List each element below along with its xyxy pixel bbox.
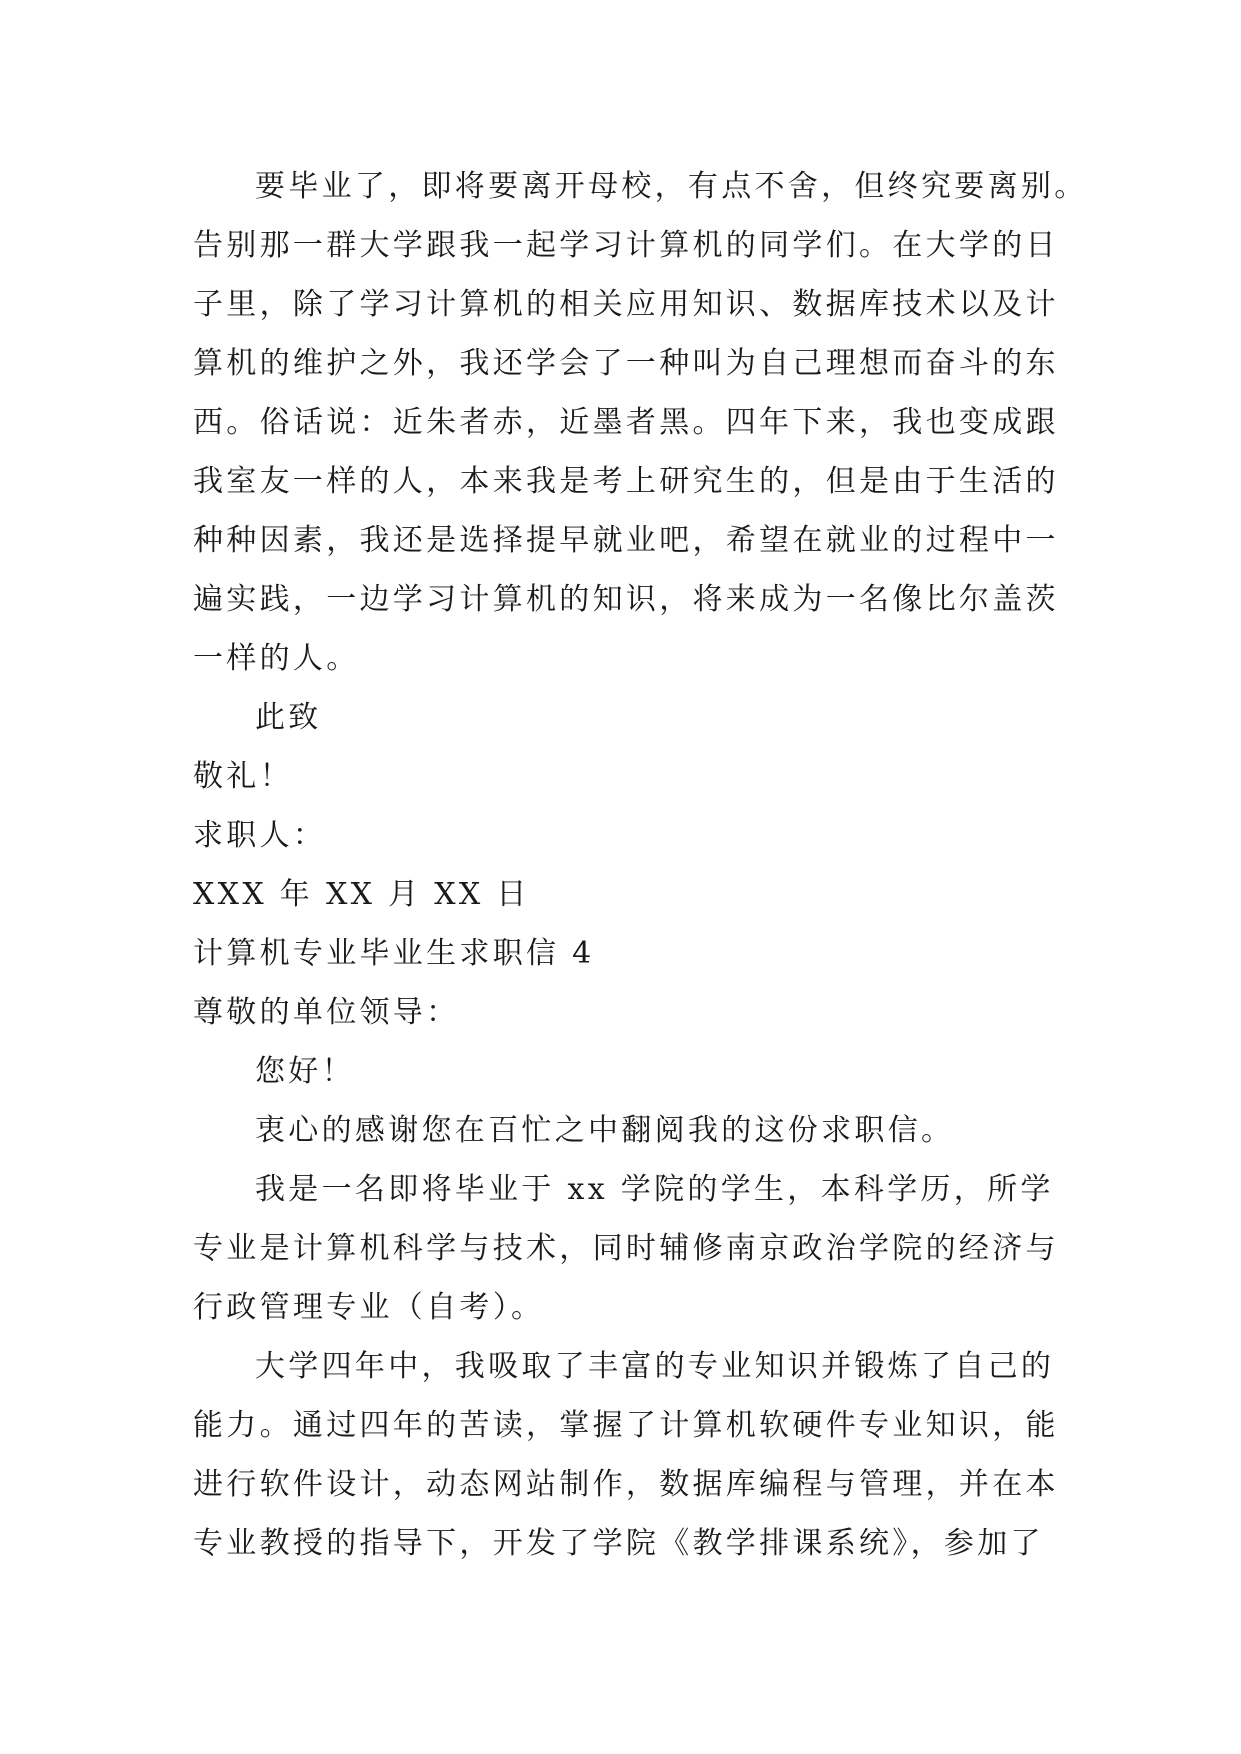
closing-salute: 敬礼！: [193, 759, 293, 794]
paragraph-thanks: [193, 1101, 1055, 1160]
paragraph-line: 算机的维护之外，我还学会了一种叫为自己理想而奋斗的东: [193, 346, 1059, 381]
greeting: 您好！: [255, 1054, 355, 1089]
paragraph-line: 专业是计算机科学与技术，同时辅修南京政治学院的经济与: [193, 1231, 1059, 1266]
paragraph-line: 西。俗话说：近朱者赤，近墨者黑。四年下来，我也变成跟: [193, 405, 1059, 440]
paragraph-line: 一样的人。: [193, 641, 360, 676]
paragraph-graduation: [193, 157, 1088, 688]
paragraph-university: [193, 1337, 1059, 1573]
paragraph-introduction: [193, 1160, 1059, 1337]
paragraph-line: 种种因素，我还是选择提早就业吧，希望在就业的过程中一: [193, 523, 1059, 558]
paragraph-line: 大学四年中，我吸取了丰富的专业知识并锻炼了自己的: [255, 1349, 1055, 1384]
section-title: 计算机专业毕业生求职信 4: [193, 936, 595, 971]
document-body: [193, 157, 1088, 1573]
paragraph-line: 我室友一样的人，本来我是考上研究生的，但是由于生活的: [193, 464, 1059, 499]
signature-label: 求职人：: [193, 818, 327, 853]
paragraph-line: 遍实践，一边学习计算机的知识，将来成为一名像比尔盖茨: [193, 582, 1059, 617]
paragraph-line: 子里，除了学习计算机的相关应用知识、数据库技术以及计: [193, 287, 1059, 322]
date-line: XXX 年 XX 月 XX 日: [193, 877, 530, 912]
paragraph-line: 要毕业了，即将要离开母校，有点不舍，但终究要离别。: [255, 169, 1088, 204]
paragraph-line: 衷心的感谢您在百忙之中翻阅我的这份求职信。: [255, 1113, 955, 1148]
paragraph-line: 进行软件设计，动态网站制作，数据库编程与管理，并在本: [193, 1467, 1059, 1502]
paragraph-line: 行政管理专业（自考）。: [193, 1290, 545, 1325]
paragraph-line: 能力。通过四年的苦读，掌握了计算机软硬件专业知识，能: [193, 1408, 1059, 1443]
paragraph-line: 我是一名即将毕业于 xx 学院的学生，本科学历，所学: [255, 1172, 1054, 1207]
paragraph-line: 告别那一群大学跟我一起学习计算机的同学们。在大学的日: [193, 228, 1059, 263]
closing-phrase: 此致: [255, 700, 322, 735]
salutation: 尊敬的单位领导：: [193, 995, 460, 1030]
paragraph-line: 专业教授的指导下，开发了学院《教学排课系统》，参加了: [193, 1526, 1044, 1561]
